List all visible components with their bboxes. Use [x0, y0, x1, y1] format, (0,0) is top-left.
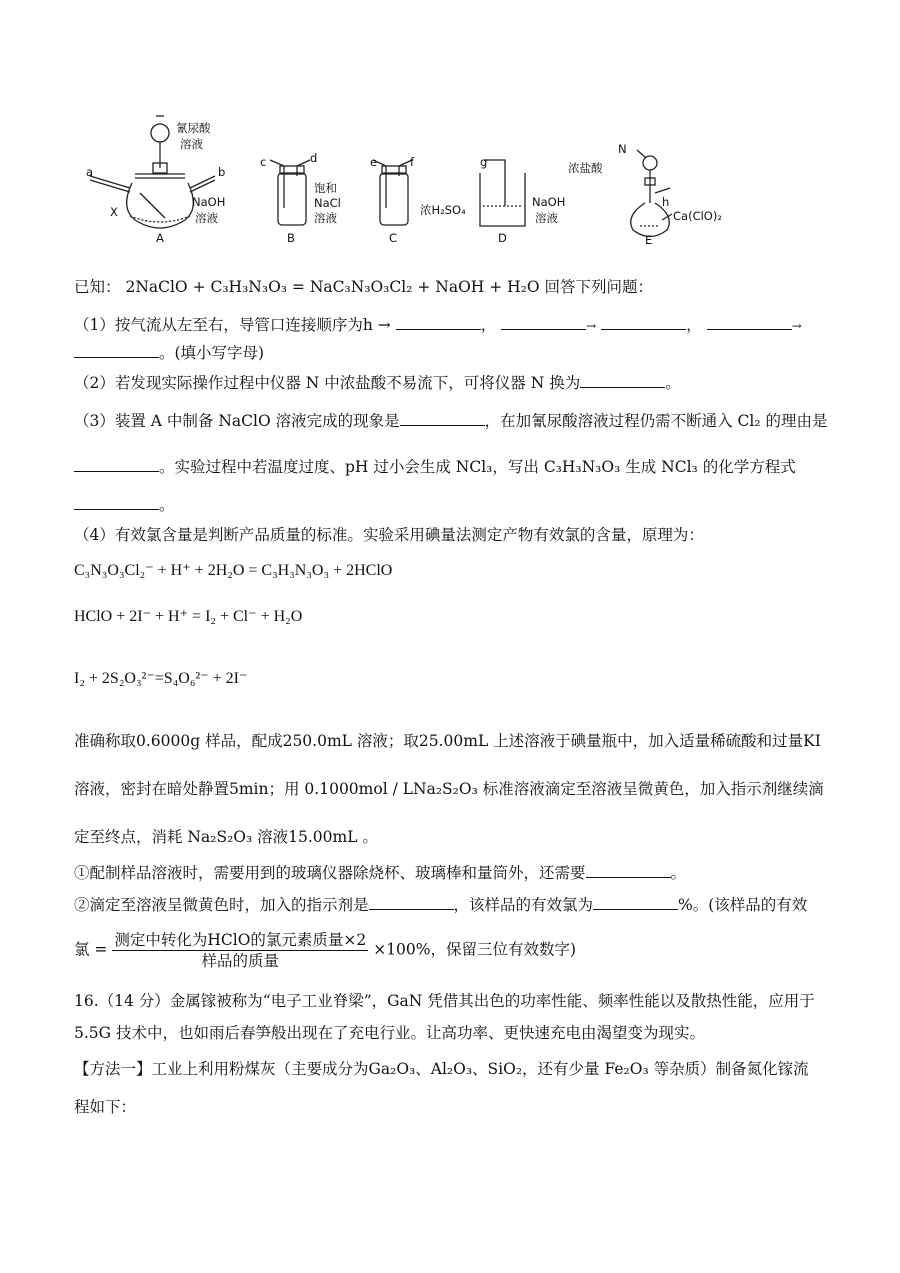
q1-line1 — [74, 314, 802, 337]
q4-para3: 定至终点，消耗 Na₂S₂O₃ 溶液15.00mL 。 — [74, 828, 378, 846]
formula-denominator: 样品的质量 — [201, 952, 280, 970]
label-c-acid: 浓H₂SO₄ — [420, 203, 466, 217]
q2-tail: 。 — [665, 374, 681, 392]
q3-line1 — [74, 410, 827, 432]
q4-sub2 — [74, 894, 807, 916]
label-c: c — [260, 155, 267, 169]
caption-e: E — [645, 233, 653, 247]
q3-text-a: （3）装置 A 中制备 NaClO 溶液完成的现象是 — [74, 412, 400, 430]
answer-blank — [74, 494, 159, 510]
answer-blank — [74, 456, 159, 472]
sub1-text: ①配制样品溶液时，需要用到的玻璃仪器除烧杯、玻璃棒和量筒外，还需要 — [74, 864, 586, 882]
equation-2: HClO + 2I⁻ + H⁺ = I₂ + Cl⁻ + H₂O — [74, 608, 303, 625]
label-d-2: 溶液 — [535, 211, 558, 225]
sub1-tail: 。 — [670, 864, 687, 882]
label-a: a — [86, 165, 94, 179]
separator: ， — [480, 316, 497, 334]
answer-blank — [501, 314, 586, 330]
label-d: d — [310, 151, 318, 165]
apparatus-figure — [80, 108, 760, 248]
q16-line2: 5.5G 技术中，也如雨后春笋般出现在了充电行业。让高功率、更快速充电由渴望变为现实。 — [74, 1024, 705, 1042]
label-b-3: 溶液 — [314, 211, 337, 225]
answer-blank — [580, 372, 665, 388]
q3-text-c: 。实验过程中若温度过度、pH 过小会生成 NCl₃，写出 C₃H₃N₃O₃ 生成 NCl₃ 的化学方程式 — [159, 458, 796, 476]
label-e-solid: Ca(ClO)₂ — [673, 209, 722, 223]
q3-line2 — [74, 456, 796, 478]
effective-chlorine-formula — [74, 930, 576, 971]
q16-method-a: 【方法一】工业上利用粉煤灰（主要成分为Ga₂O₃、Al₂O₃、SiO₂，还有少量 Fe₂O₃ 等杂质）制备氮化镓流 — [74, 1060, 809, 1078]
apparatus-c — [373, 160, 412, 225]
separator: ， — [686, 316, 702, 334]
equation-3: I₂ + 2S₂O₃²⁻=S₄O₆²⁻ + 2I⁻ — [74, 670, 248, 687]
label-a-reagent-1: 氰尿酸 — [176, 121, 211, 135]
label-h: h — [662, 195, 670, 209]
answer-blank — [74, 342, 159, 358]
known-line — [74, 276, 653, 298]
q3-text-b: ，在加氰尿酸溶液过程仍需不断通入 Cl₂ 的理由是 — [484, 412, 828, 430]
q4-para1: 准确称取0.6000g 样品，配成250.0mL 溶液；取25.00mL 上述溶液于碘量瓶中，加入适量稀硫酸和过量KI — [74, 732, 821, 750]
caption-c: C — [389, 231, 398, 245]
label-b-1: 饱和 — [314, 181, 337, 195]
label-d-1: NaOH — [532, 195, 566, 209]
label-a-reagent-2: 溶液 — [180, 137, 203, 151]
answer-blank — [593, 894, 678, 910]
arrow: → — [791, 319, 802, 333]
answer-blank — [369, 894, 454, 910]
sub2-text-c: %。(该样品的有效 — [678, 896, 808, 914]
arrow: → — [586, 319, 597, 333]
q4-intro: （4）有效氯含量是判断产品质量的标准。实验采用碘量法测定产物有效氯的含量，原理为： — [74, 526, 704, 544]
label-n: N — [618, 142, 627, 156]
sub2-text-b: ，该样品的有效氯为 — [453, 896, 594, 914]
formula-fraction — [112, 930, 368, 971]
formula-prefix: 氯 = — [74, 940, 108, 959]
answer-blank — [396, 314, 481, 330]
caption-a: A — [156, 231, 164, 245]
label-a-naoh-2: 溶液 — [195, 211, 218, 225]
apparatus-e — [631, 150, 672, 237]
label-x: X — [110, 205, 118, 219]
sub2-text-a: ②滴定至溶液呈微黄色时，加入的指示剂是 — [74, 896, 369, 914]
label-b: b — [218, 165, 226, 179]
apparatus-b — [270, 160, 310, 225]
q16-method-b: 程如下： — [74, 1098, 137, 1116]
q3-tail: 。 — [159, 496, 175, 514]
q2-text: （2）若发现实际操作过程中仪器 N 中浓盐酸不易流下，可将仪器 N 换为 — [74, 374, 581, 392]
label-e: e — [370, 155, 378, 169]
label-a-naoh-1: NaOH — [192, 195, 226, 209]
q16-line1: 16.（14 分）金属镓被称为“电子工业脊梁”，GaN 凭借其出色的功率性能、频率性能以及散热性能，应用于 — [74, 992, 815, 1010]
known-prefix: 已知： — [74, 278, 121, 296]
formula-numerator: 测定中转化为HClO的氯元素质量×2 — [114, 931, 367, 949]
q1-line2 — [74, 342, 264, 364]
label-b-2: NaCl — [314, 196, 341, 210]
apparatus-d — [480, 160, 525, 226]
known-suffix: 回答下列问题： — [544, 278, 654, 296]
formula-suffix: ×100%，保留三位有效数字) — [373, 940, 577, 959]
q3-line3 — [74, 494, 175, 516]
label-g: g — [480, 155, 488, 169]
q4-para2: 溶液，密封在暗处静置5min；用 0.1000mol / LNa₂S₂O₃ 标准溶液滴定至溶液呈微黄色，加入指示剂继续滴 — [74, 780, 824, 798]
answer-blank — [586, 862, 671, 878]
caption-d: D — [498, 231, 507, 245]
caption-b: B — [287, 231, 295, 245]
q1-text: （1）按气流从左至右，导管口连接顺序为h → — [74, 316, 391, 334]
q2-line — [74, 372, 681, 394]
answer-blank — [601, 314, 686, 330]
q4-sub1 — [74, 862, 686, 884]
known-equation: 2NaClO + C₃H₃N₃O₃ = NaC₃N₃O₃Cl₂ + NaOH + H₂O — [125, 278, 540, 296]
q1-tail: 。(填小写字母) — [159, 344, 265, 362]
answer-blank — [400, 410, 485, 426]
label-f: f — [410, 155, 415, 169]
answer-blank — [707, 314, 792, 330]
label-e-acid: 浓盐酸 — [568, 161, 603, 175]
equation-1: C₃N₃O₃Cl₂⁻ + H⁺ + 2H₂O = C₃H₃N₃O₃ + 2HClO — [74, 562, 393, 579]
